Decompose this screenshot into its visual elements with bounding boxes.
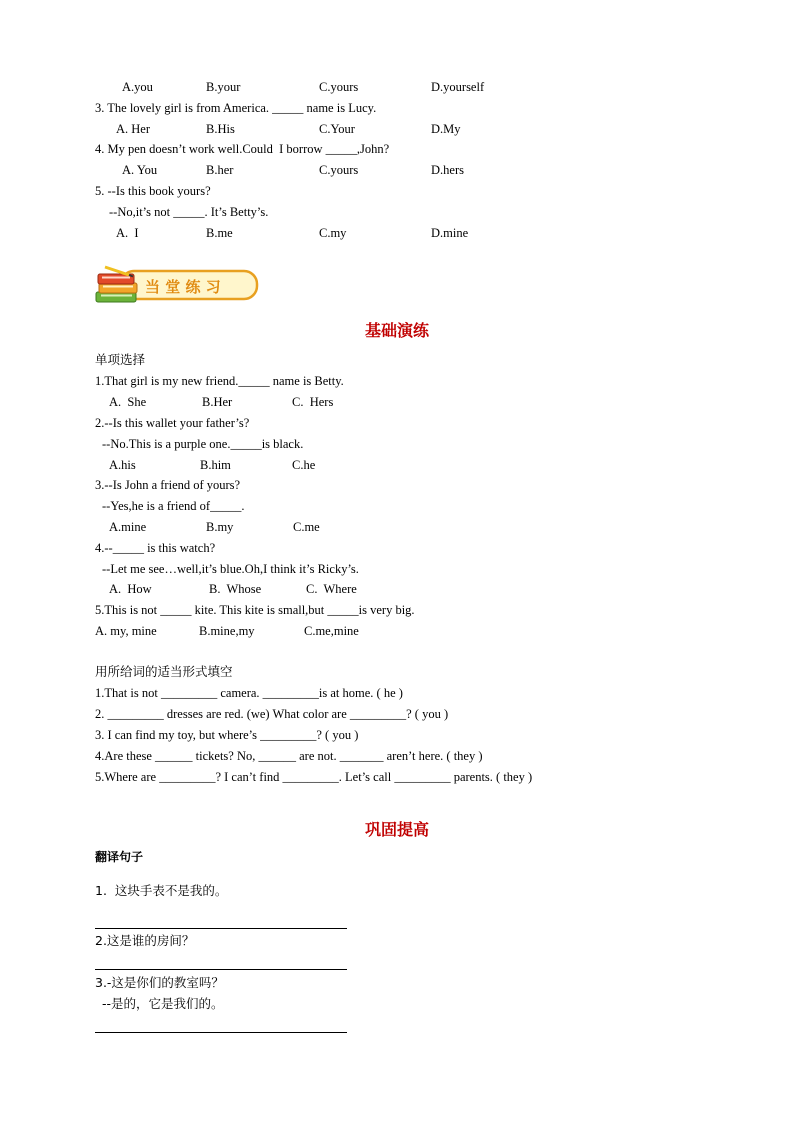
q3-text: 3. The lovely girl is from America. _____ name is Lucy. [95,101,377,115]
basic-q2-option-b: B.him [200,458,231,472]
basic-q4-option-a: A. How [109,582,152,596]
translate-q1: 1. 这块手表不是我的。 [95,883,228,898]
q2-option-c: C.yours [319,80,359,94]
q2-option-b: B.your [206,80,241,94]
basic-q3-option-b: B.my [206,520,234,534]
basic-q4-option-c: C. Where [306,582,357,596]
answer-line-3[interactable] [95,1032,347,1033]
basic-q2-line2: --No.This is a purple one._____is black. [102,437,304,451]
q4-option-c: C.yours [319,163,359,177]
fill-q1: 1.That is not _________ camera. _________is at home. ( he ) [95,686,403,700]
fill-q3: 3. I can find my toy, but where’s _________? ( you ) [95,728,359,742]
answer-line-1[interactable] [95,928,347,929]
basic-q2-line1: 2.--Is this wallet your father’s? [95,416,250,430]
q3-option-d: D.My [431,122,461,136]
q2-option-d: D.yourself [431,80,485,94]
fill-q2: 2. _________ dresses are red. (we) What color are _________? ( you ) [95,707,449,721]
basic-q1-option-c: C. Hers [292,395,334,409]
answer-line-2[interactable] [95,969,347,970]
basic-q5-text: 5.This is not _____ kite. This kite is small,but _____is very big. [95,603,415,617]
q5-option-a: A. I [116,226,139,240]
basic-q3-line2: --Yes,he is a friend of_____. [102,499,245,513]
q2-option-a: A.you [122,80,153,94]
basic-q2-option-a: A.his [109,458,136,472]
basic-q5-option-c: C.me,mine [304,624,359,638]
basic-q4-option-b: B. Whose [209,582,262,596]
class-practice-banner [95,264,259,306]
basic-q1-option-b: B.Her [202,395,233,409]
basic-q4-line1: 4.--_____ is this watch? [95,541,216,555]
subheading-translate: 翻译句子 [95,850,144,864]
translate-q3-line1: 3.-这是你们的教室吗？ [95,975,224,990]
fill-q5: 5.Where are _________? I can’t find _________. Let’s call _________ parents. ( they ) [95,770,533,784]
q3-option-a: A. Her [116,122,151,136]
q4-option-a: A. You [122,163,158,177]
translate-q3-line2: --是的，它是我们的。 [102,996,224,1011]
q5-option-b: B.me [206,226,233,240]
q5-line2: --No,it’s not _____. It’s Betty’s. [109,205,269,219]
q5-line1: 5. --Is this book yours? [95,184,211,198]
q3-option-b: B.His [206,122,235,136]
basic-q1-text: 1.That girl is my new friend._____ name is Betty. [95,374,344,388]
q5-option-c: C.my [319,226,347,240]
basic-q5-option-b: B.mine,my [199,624,255,638]
q4-text: 4. My pen doesn’t work well.Could I borrow _____,John? [95,142,390,156]
basic-q4-line2: --Let me see…well,it’s blue.Oh,I think it’s Ricky’s. [102,562,359,576]
q3-option-c: C.Your [319,122,355,136]
translate-q2: 2.这是谁的房间？ [95,933,195,948]
basic-q1-option-a: A. She [109,395,147,409]
subheading-fill-in: 用所给词的适当形式填空 [95,664,233,679]
basic-q2-option-c: C.he [292,458,316,472]
fill-q4: 4.Are these ______ tickets? No, ______ are not. _______ aren’t here. ( they ) [95,749,483,763]
q4-option-b: B.her [206,163,234,177]
section-heading-basic: 基础演练 [364,321,429,340]
section-heading-advanced: 巩固提高 [364,820,429,839]
basic-q5-option-a: A. my, mine [95,624,157,638]
subheading-single-choice: 单项选择 [95,352,146,367]
q5-option-d: D.mine [431,226,469,240]
banner-label: 当 堂 练 习 [145,278,221,296]
q4-option-d: D.hers [431,163,464,177]
basic-q3-option-c: C.me [293,520,320,534]
basic-q3-option-a: A.mine [109,520,147,534]
basic-q3-line1: 3.--Is John a friend of yours? [95,478,241,492]
